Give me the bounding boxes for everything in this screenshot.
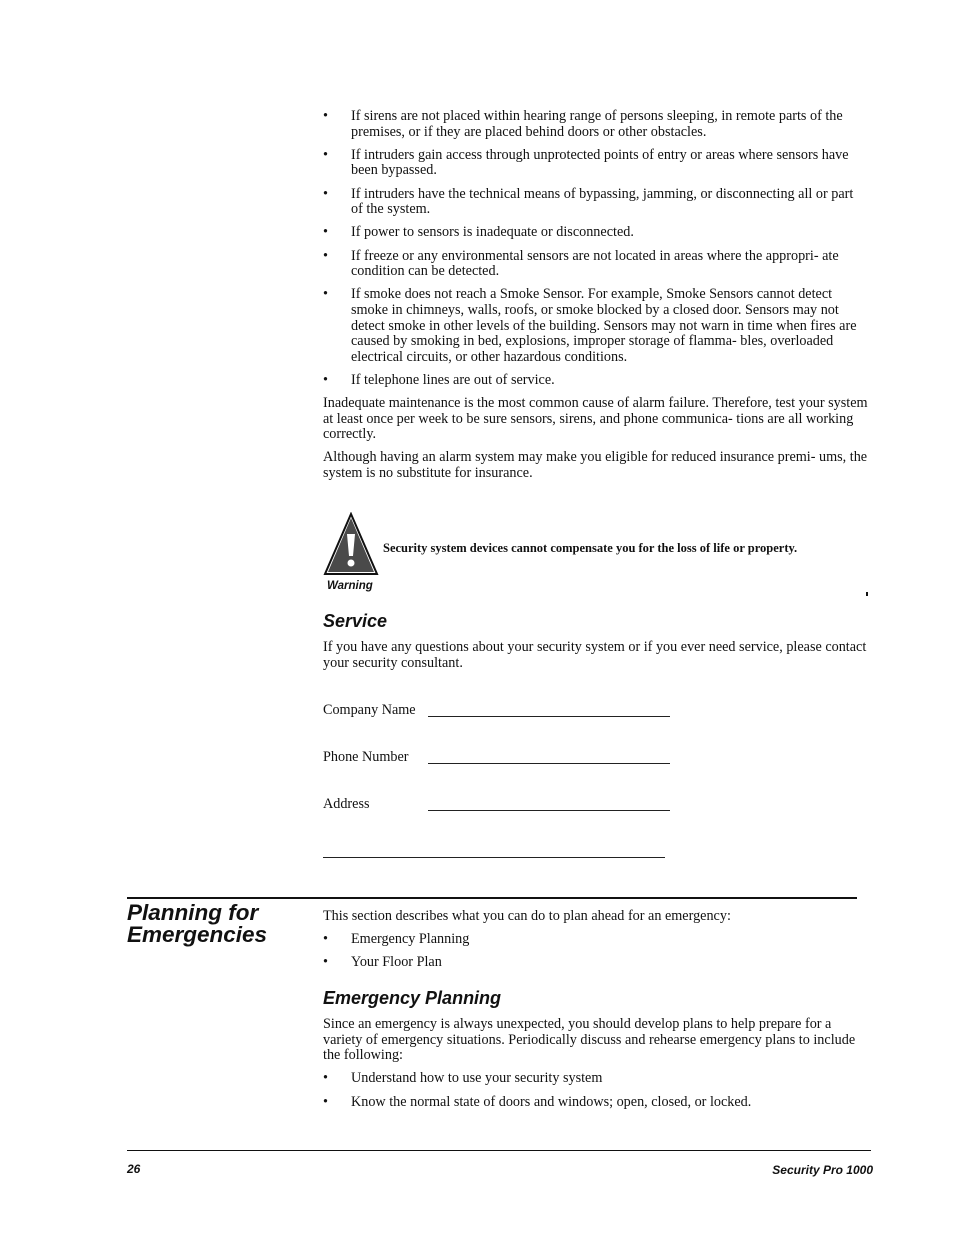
address-second-line[interactable] bbox=[323, 857, 665, 858]
emergency-planning-heading: Emergency Planning bbox=[323, 988, 502, 1008]
list-item: • Your Floor Plan bbox=[323, 954, 442, 971]
planning-heading: Planning for Emergencies bbox=[127, 900, 268, 947]
warning-icon bbox=[323, 512, 383, 592]
planning-section bbox=[323, 909, 868, 979]
address-blank[interactable] bbox=[428, 810, 670, 811]
bullet-icon: • bbox=[323, 1070, 328, 1087]
list-item: • If smoke does not reach a Smoke Sensor. For example, Smoke Sensors cannot detect smoke in chimneys, walls, roofs, or smoke blocked by a closed door. Sensors may not detect smoke in other levels of the building. Sensors may not warn in time when fires are caused by smoking in bed, explosions, improper storage of flamma- bles, overloaded electrical circuits, or other hazardous conditions. bbox=[323, 286, 857, 365]
warning-text: Security system devices cannot compensate you for the loss of life or property. bbox=[383, 541, 798, 555]
bullet-icon: • bbox=[323, 224, 328, 241]
maintenance-paragraph: Inadequate maintenance is the most common cause of alarm failure. Therefore, test your system at least once per week to be sure sensors, sirens, and phone communica- tions are all working correctly. bbox=[323, 395, 868, 443]
emergency-planning-section bbox=[323, 1017, 868, 1118]
bullet-icon: • bbox=[323, 371, 328, 388]
bullet-icon: • bbox=[323, 247, 328, 264]
failure-causes-list bbox=[323, 109, 868, 388]
address-label: Address bbox=[323, 796, 370, 812]
list-item: • If sirens are not placed within hearing range of persons sleeping, in remote parts of the premises, or if they are placed behind doors or other obstacles. bbox=[323, 108, 843, 140]
phone-number-blank[interactable] bbox=[428, 763, 670, 764]
bullet-icon: • bbox=[323, 108, 328, 124]
list-item: • If intruders have the technical means of bypassing, jamming, or disconnecting all or part of the system. bbox=[323, 185, 854, 218]
list-item: • Know the normal state of doors and windows; open, closed, or locked. bbox=[323, 1093, 752, 1110]
service-intro: If you have any questions about your security system or if you ever need service, please contact your security consultant. bbox=[323, 639, 867, 671]
emergency-planning-list bbox=[323, 1071, 868, 1110]
list-item: • If intruders gain access through unprotected points of entry or areas where sensors have been bypassed. bbox=[323, 146, 849, 179]
planning-intro: This section describes what you can do to plan ahead for an emergency: bbox=[323, 908, 731, 924]
product-name: Security Pro 1000 bbox=[772, 1163, 873, 1177]
list-item: • Emergency Planning bbox=[323, 931, 470, 948]
emergency-planning-intro: Since an emergency is always unexpected, you should develop plans to help prepare for a variety of emergency situations. Periodically discuss and rehearse emergency plans to include the following: bbox=[323, 1016, 856, 1064]
planning-topics-list bbox=[323, 932, 868, 971]
list-item: • If power to sensors is inadequate or disconnected. bbox=[323, 224, 634, 241]
page-number: 26 bbox=[127, 1162, 141, 1176]
list-item: • If telephone lines are out of service. bbox=[323, 371, 555, 388]
bullet-icon: • bbox=[323, 146, 328, 163]
bullet-icon: • bbox=[323, 954, 328, 971]
bullet-icon: • bbox=[323, 286, 328, 303]
company-name-field[interactable] bbox=[323, 702, 416, 719]
bullet-icon: • bbox=[323, 931, 328, 948]
phone-number-field[interactable] bbox=[323, 749, 409, 766]
section-divider bbox=[127, 897, 857, 899]
top-bullet-section bbox=[323, 109, 868, 489]
company-name-blank[interactable] bbox=[428, 716, 670, 717]
stray-mark bbox=[866, 592, 868, 596]
list-item: • If freeze or any environmental sensors are not located in areas where the appropri- ate condition can be detected. bbox=[323, 247, 839, 280]
service-heading: Service bbox=[323, 611, 388, 631]
company-name-label: Company Name bbox=[323, 702, 416, 718]
address-field[interactable] bbox=[323, 796, 370, 813]
phone-number-label: Phone Number bbox=[323, 749, 409, 765]
bullet-icon: • bbox=[323, 185, 328, 202]
warning-icon-label: Warning bbox=[327, 580, 373, 592]
insurance-paragraph: Although having an alarm system may make you eligible for reduced insurance premi- ums, the system is no substitute for insurance. bbox=[323, 449, 868, 482]
bullet-icon: • bbox=[323, 1093, 328, 1110]
list-item: • Understand how to use your security system bbox=[323, 1070, 603, 1087]
footer-rule bbox=[127, 1150, 871, 1151]
